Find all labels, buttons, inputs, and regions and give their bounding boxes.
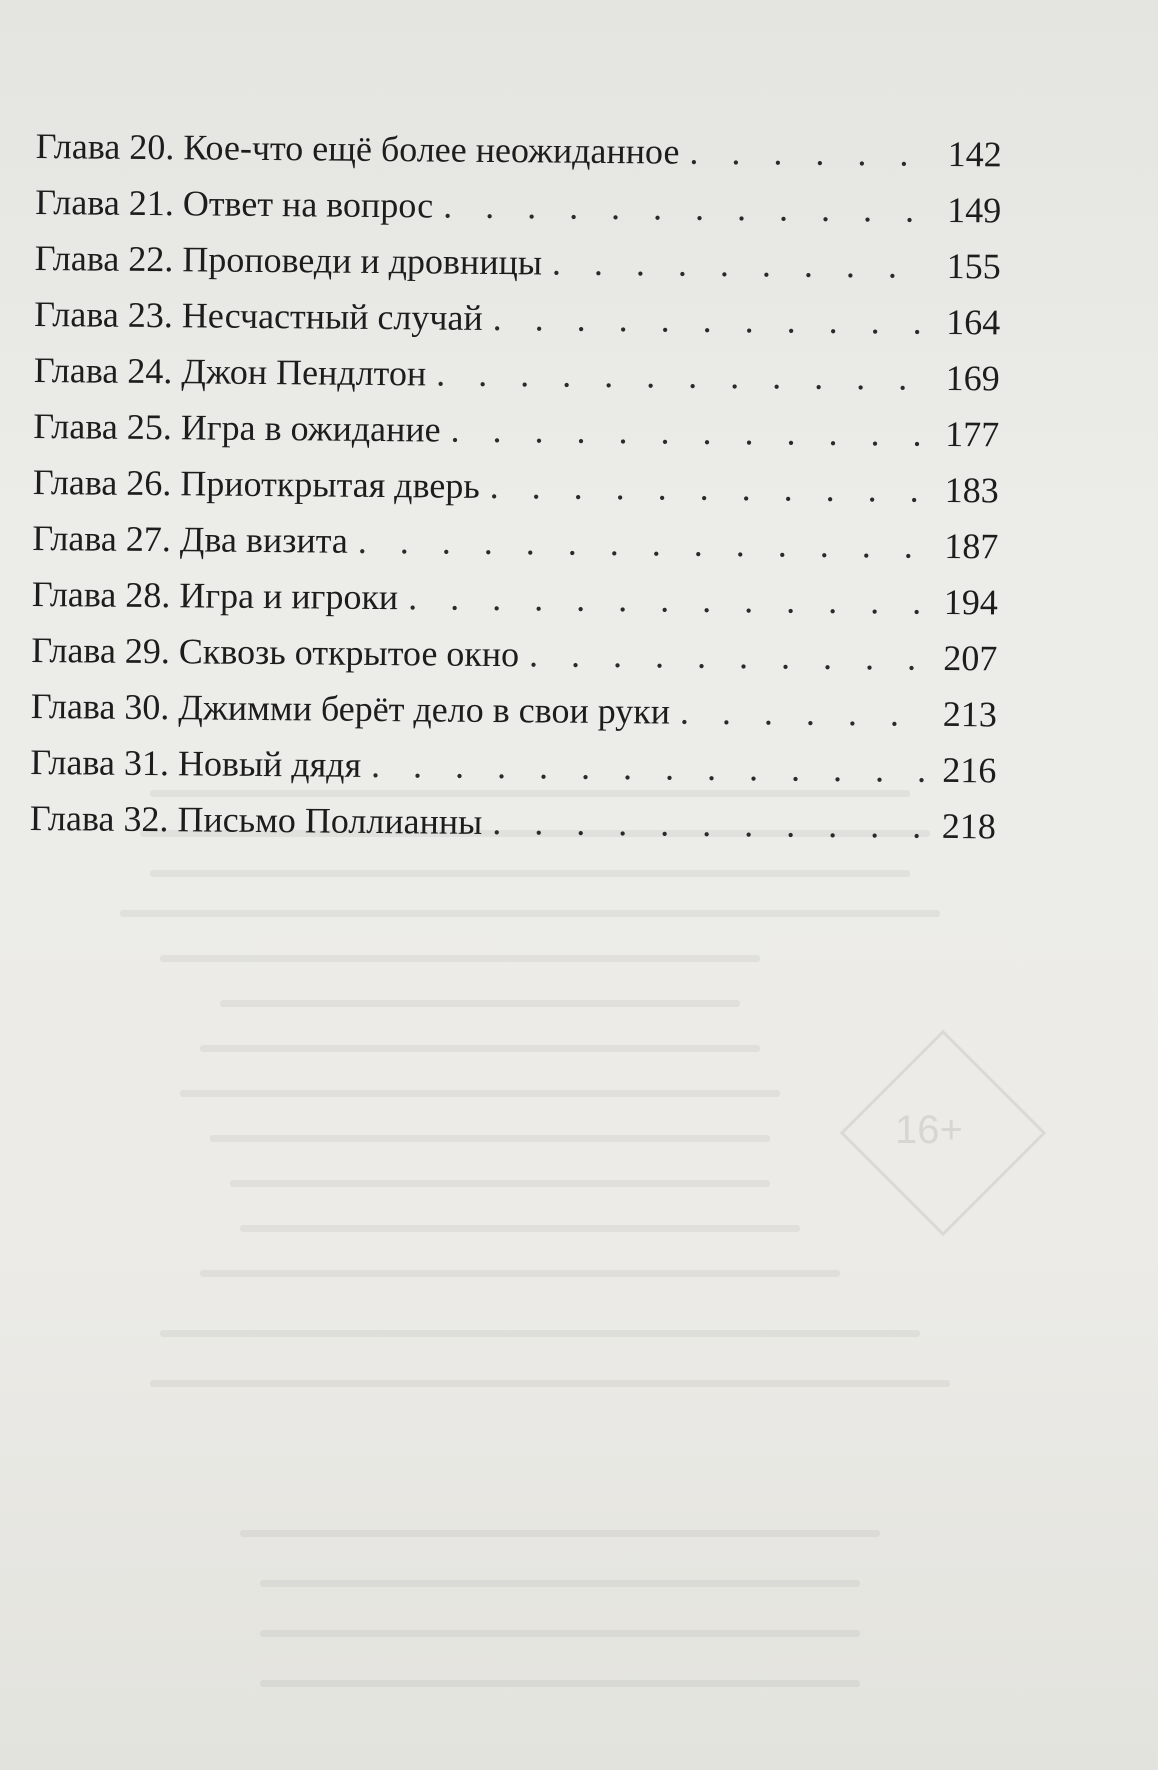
dot-leader (529, 626, 928, 685)
age-rating-badge (840, 1030, 1046, 1236)
toc-entry-title: Глава 32. Письмо Поллианны (29, 797, 483, 842)
toc-entry (36, 118, 1002, 182)
toc-entry-page-number: 187 (944, 525, 999, 567)
toc-entry-title: Глава 23. Несчастный случай (34, 293, 483, 338)
toc-entry (30, 734, 996, 798)
toc-entry (30, 790, 996, 854)
toc-entry (34, 342, 1000, 406)
toc-entry-page-number: 213 (942, 693, 998, 735)
toc-entry-title: Глава 31. Новый дядя (30, 741, 362, 785)
dot-leader (371, 737, 927, 798)
dot-leader (493, 290, 931, 350)
dot-leader (436, 346, 930, 406)
toc-entry-title: Глава 27. Два визита (32, 517, 349, 561)
dot-leader (358, 513, 929, 574)
toc-entry (35, 230, 1001, 294)
toc-entry-page-number: 169 (945, 357, 1000, 399)
dot-leader (490, 458, 930, 518)
toc-entry-page-number: 142 (947, 133, 1002, 175)
toc-entry (32, 510, 998, 574)
toc-entry-title: Глава 26. Приоткрытая дверь (32, 461, 480, 506)
toc-entry-title: Глава 22. Проповеди и дровницы (34, 237, 543, 283)
toc-entry-title: Глава 24. Джон Пендлтон (33, 349, 427, 394)
toc-entry-title: Глава 29. Сквозь открытое окно (31, 629, 520, 675)
toc-entry-page-number: 216 (942, 749, 997, 791)
toc-entry (33, 398, 999, 462)
toc-entry (31, 678, 997, 742)
toc-entry-page-number: 149 (947, 189, 1002, 231)
toc-entry (32, 566, 998, 630)
toc-entry-title: Глава 30. Джимми берёт дело в свои руки (30, 685, 671, 732)
dot-leader (689, 124, 932, 182)
dot-leader (408, 569, 928, 630)
toc-entry (33, 454, 999, 518)
toc-entry-page-number: 177 (945, 413, 1000, 455)
dot-leader (552, 235, 931, 294)
toc-entry (35, 174, 1001, 238)
toc-entry-title: Глава 21. Ответ на вопрос (35, 181, 434, 226)
toc-entry-page-number: 155 (946, 245, 1001, 287)
toc-entry (31, 622, 997, 686)
toc-entry-title: Глава 28. Игра и игроки (31, 573, 399, 618)
table-of-contents (30, 118, 1002, 854)
dot-leader (492, 794, 926, 854)
toc-entry (34, 286, 1000, 350)
toc-entry-title: Глава 20. Кое-что ещё более неожиданное (35, 125, 680, 172)
dot-leader (450, 402, 929, 462)
toc-entry-page-number: 207 (943, 637, 998, 679)
toc-entry-title: Глава 25. Игра в ожидание (33, 405, 441, 450)
toc-entry-page-number: 164 (946, 301, 1001, 343)
dot-leader (680, 684, 927, 742)
age-rating-text: 16+ (895, 1108, 963, 1152)
toc-entry-page-number: 194 (943, 581, 998, 623)
dot-leader (443, 178, 932, 238)
toc-entry-page-number: 183 (944, 469, 999, 511)
toc-entry-page-number: 218 (941, 805, 997, 847)
